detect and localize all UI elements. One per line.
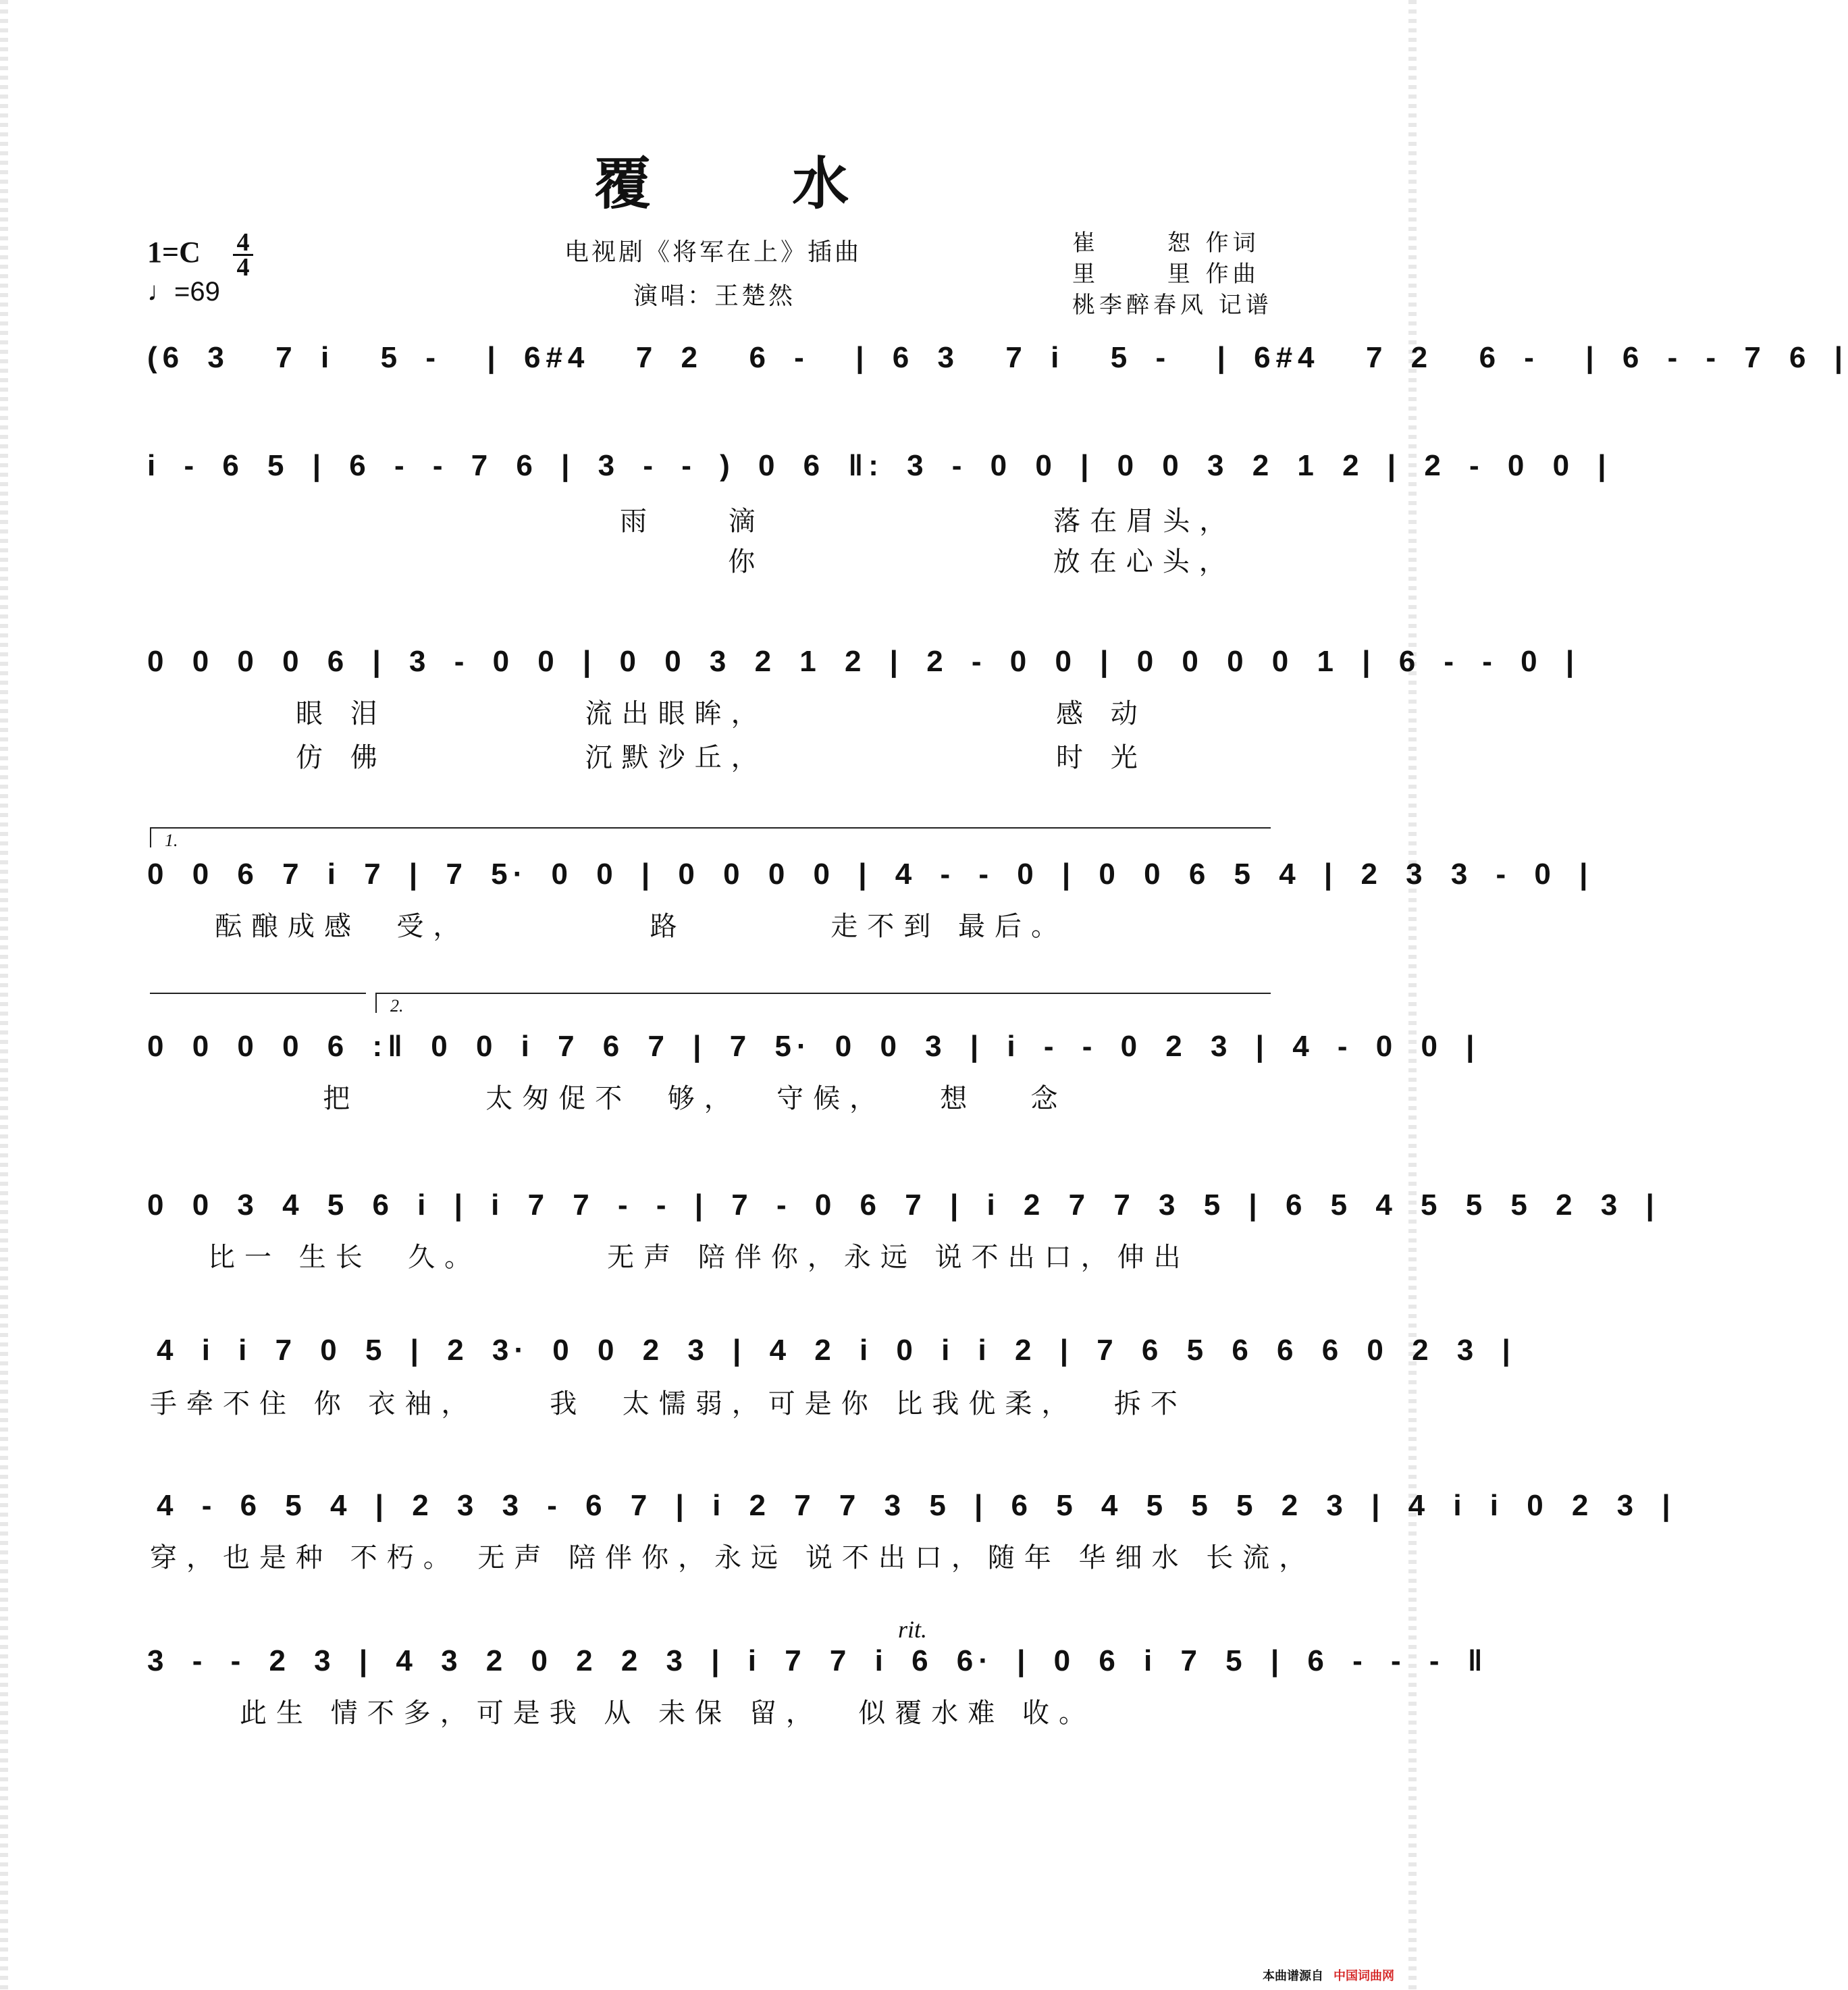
left-watermark-strip bbox=[0, 0, 8, 1990]
volta-1-bracket bbox=[150, 827, 1271, 829]
lyric-row-7: 手牵不住 你 衣袖， 我 太懦弱，可是你 比我优柔， 拆不 bbox=[150, 1388, 1187, 1419]
ritardando-marking: rit. bbox=[898, 1616, 928, 1643]
volta-2-start bbox=[375, 993, 377, 1013]
score-row-3: 0 0 0 0 6 | 3 - 0 0 | 0 0 3 2 1 2 | 2 - 0 0 | 0 0 0 0 1 | 6 - - 0 | bbox=[147, 645, 1580, 678]
footer-source: 本曲谱源自 bbox=[1263, 1969, 1323, 1983]
subtitle: 电视剧《将军在上》插曲 bbox=[564, 238, 862, 266]
lyric-row-6: 比一 生长 久。 无声 陪伴你，永远 说不出口，伸出 bbox=[208, 1242, 1190, 1273]
volta-1-number: 1. bbox=[165, 831, 178, 850]
volta-2-bracket-prev bbox=[150, 993, 366, 994]
volta-2-bracket bbox=[375, 993, 1271, 994]
lyric-row-2-verse-2: 你 放在心头， bbox=[620, 546, 1236, 577]
lyric-row-4: 酝酿成感 受， 路 走不到 最后。 bbox=[215, 911, 1068, 942]
credit-transcriber: 桃李醉春风 记谱 bbox=[1072, 292, 1273, 319]
right-watermark-strip bbox=[1408, 0, 1417, 1990]
lyric-row-2-verse-1: 雨 滴 落在眉头， bbox=[620, 506, 1236, 537]
lyric-row-3-verse-2: 仿 佛 沉默沙丘， 时 光 bbox=[296, 742, 1147, 773]
score-row-4: 0 0 6 7 i 7 | 7 5· 0 0 | 0 0 0 0 | 4 - - 0 | 0 0 6 5 4 | 2 3 3 - 0 | bbox=[147, 858, 1593, 891]
lyric-row-9: 此生 情不多，可是我 从 未保 留， 似覆水难 收。 bbox=[240, 1698, 1096, 1729]
credit-lyricist: 崔 恕 作词 bbox=[1072, 230, 1260, 257]
time-signature-top: 4 bbox=[236, 228, 250, 257]
score-row-1: (6 3 7 i 5 - | 6#4 7 2 6 - | 6 3 7 i 5 - | 6#4 7 2 6 - | 6 - - 7 6 | bbox=[147, 341, 1848, 374]
singer: 演唱：王楚然 bbox=[633, 282, 796, 310]
volta-1-start bbox=[150, 827, 151, 847]
volta-2-number: 2. bbox=[390, 996, 404, 1016]
lyric-row-5: 把 太匆促不 够， 守候， 想 念 bbox=[215, 1083, 1067, 1114]
score-row-9: 3 - - 2 3 | 4 3 2 0 2 2 3 | i 7 7 i 6 6· | 0 6 i 7 5 | 6 - - - ‖ bbox=[147, 1644, 1488, 1677]
footer-site-link[interactable]: 中国词曲网 bbox=[1334, 1969, 1394, 1983]
credit-composer: 里 里 作曲 bbox=[1072, 261, 1260, 288]
lyric-row-8: 穿，也是种 不朽。 无声 陪伴你，永远 说不出口，随年 华细水 长流， bbox=[150, 1542, 1316, 1573]
tempo-marking: ♩=69 bbox=[147, 277, 220, 307]
time-signature bbox=[233, 228, 253, 282]
key-signature: 1=C bbox=[147, 236, 201, 269]
score-row-6: 0 0 3 4 5 6 i | i 7 7 - - | 7 - 0 6 7 | i 2 7 7 3 5 | 6 5 4 5 5 5 2 3 | bbox=[147, 1188, 1660, 1222]
score-row-5: 0 0 0 0 6 :‖ 0 0 i 7 6 7 | 7 5· 0 0 3 | i - - 0 2 3 | 4 - 0 0 | bbox=[147, 1030, 1480, 1063]
score-row-7: 4 i i 7 0 5 | 2 3· 0 0 2 3 | 4 2 i 0 i i 2 | 7 6 5 6 6 6 0 2 3 | bbox=[157, 1334, 1516, 1367]
score-row-8: 4 - 6 5 4 | 2 3 3 - 6 7 | i 2 7 7 3 5 | 6 5 4 5 5 5 2 3 | 4 i i 0 2 3 | bbox=[157, 1489, 1676, 1522]
time-signature-bottom: 4 bbox=[233, 254, 253, 279]
lyric-row-3-verse-1: 眼 泪 流出眼眸， 感 动 bbox=[296, 698, 1147, 729]
song-title: 覆 水 bbox=[594, 150, 910, 217]
score-row-2: i - 6 5 | 6 - - 7 6 | 3 - - ) 0 6 ‖: 3 - 0 0 | 0 0 3 2 1 2 | 2 - 0 0 | bbox=[147, 449, 1612, 482]
